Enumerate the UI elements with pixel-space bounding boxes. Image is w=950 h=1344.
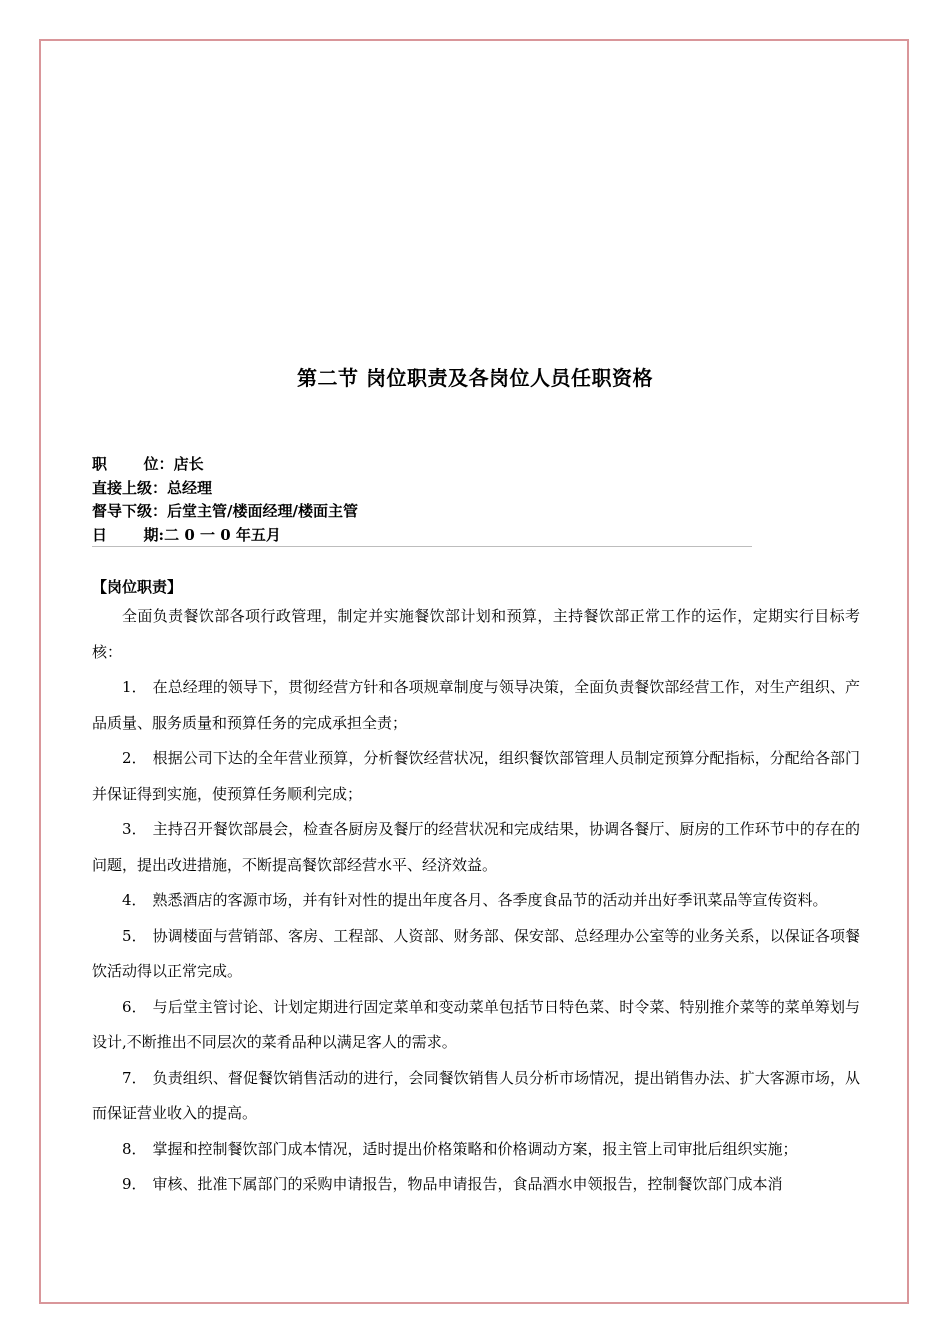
duty-text: 在总经理的领导下，贯彻经营方针和各项规章制度与领导决策，全面负责餐饮部经营工作，对生产组织、产品质量、服务质量和预算任务的完成承担全责； xyxy=(92,678,860,732)
duty-number: 9． xyxy=(122,1175,147,1193)
job-info-row-date xyxy=(92,524,752,548)
duty-item xyxy=(92,919,860,990)
date-value: 二 0 一 0 年五月 xyxy=(164,525,281,544)
superior-value: 总经理 xyxy=(167,478,213,497)
duty-item xyxy=(92,1132,860,1168)
duty-text: 根据公司下达的全年营业预算，分析餐饮经营状况，组织餐饮部管理人员制定预算分配指标，分配给各部门并保证得到实施，使预算任务顺利完成； xyxy=(92,749,860,803)
duty-text: 掌握和控制餐饮部门成本情况，适时提出价格策略和价格调动方案，报主管上司审批后组织实施； xyxy=(152,1139,798,1158)
duty-item xyxy=(92,670,860,741)
duty-item xyxy=(92,812,860,883)
duty-item xyxy=(92,1061,860,1132)
duty-item xyxy=(92,741,860,812)
job-info-row-subordinates xyxy=(92,500,752,524)
superior-label: 直接上级： xyxy=(92,478,168,497)
job-info-row-superior xyxy=(92,477,752,501)
duty-text: 与后堂主管讨论、计划定期进行固定菜单和变动菜单包括节日特色菜、时令菜、特别推介菜等的菜单筹划与设计,不断推出不同层次的菜肴品种以满足客人的需求。 xyxy=(92,997,860,1051)
position-value: 店长 xyxy=(173,455,204,473)
position-label: 职 位： xyxy=(92,455,174,473)
divider xyxy=(92,546,752,547)
page-title: 第二节 岗位职责及各岗位人员任职资格 xyxy=(297,366,653,390)
duty-number: 5． xyxy=(122,926,147,945)
intro-paragraph: 全面负责餐饮部各项行政管理，制定并实施餐饮部计划和预算，主持餐饮部正常工作的运作，定期实行目标考核： xyxy=(92,607,860,661)
subordinates-value: 后堂主管/楼面经理/楼面主管 xyxy=(167,502,358,520)
subordinates-label: 督导下级： xyxy=(92,502,168,520)
duty-text: 负责组织、督促餐饮销售活动的进行，会同餐饮销售人员分析市场情况，提出销售办法、扩大客源市场，从而保证营业收入的提高。 xyxy=(92,1068,860,1122)
job-info xyxy=(92,453,752,547)
duty-item xyxy=(92,990,860,1061)
date-label: 日 期: xyxy=(92,525,165,544)
job-info-row-position xyxy=(92,453,752,477)
duties-body xyxy=(92,599,860,1203)
duty-text: 协调楼面与营销部、客房、工程部、人资部、财务部、保安部、总经理办公室等的业务关系，以保证各项餐饮活动得以正常完成。 xyxy=(92,926,860,980)
duty-item xyxy=(92,1167,860,1203)
duty-number: 6． xyxy=(122,997,147,1016)
duty-text: 审核、批准下属部门的采购申请报告，物品申请报告，食品酒水申领报告，控制餐饮部门成本消 xyxy=(152,1175,783,1193)
duty-text: 熟悉酒店的客源市场，并有针对性的提出年度各月、各季度食品节的活动并出好季讯菜品等宣传资料。 xyxy=(152,891,828,909)
duty-number: 8． xyxy=(122,1139,147,1158)
duty-item xyxy=(92,883,860,919)
duty-number: 7． xyxy=(122,1068,147,1087)
duty-number: 3． xyxy=(122,820,147,838)
duty-text: 主持召开餐饮部晨会，检查各厨房及餐厅的经营状况和完成结果，协调各餐厅、厨房的工作环节中的存在的问题，提出改进措施，不断提高餐饮部经营水平、经济效益。 xyxy=(92,820,860,874)
duty-number: 4． xyxy=(122,891,147,909)
section-heading: 【岗位职责】 xyxy=(92,578,183,596)
duty-number: 1． xyxy=(122,678,147,696)
duty-number: 2． xyxy=(122,749,147,767)
